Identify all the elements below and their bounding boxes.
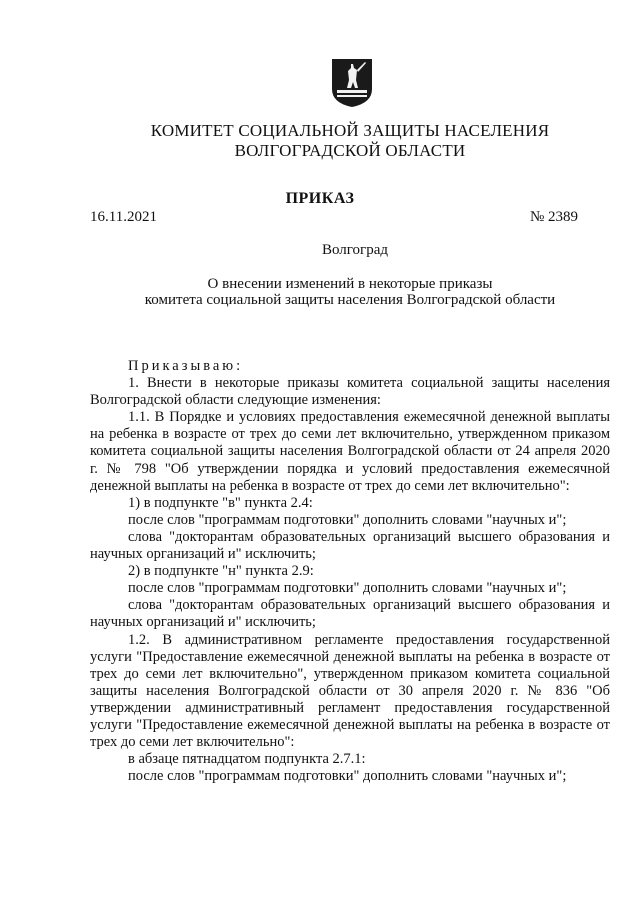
org-name-line1: КОМИТЕТ СОЦИАЛЬНОЙ ЗАЩИТЫ НАСЕЛЕНИЯ <box>150 121 550 140</box>
paragraph-1-1: 1.1. В Порядке и условиях предоставления ежемесячной денежной выплаты на ребенка в возрасте от трех до семи лет включительно, утвержденном приказом комитета социальной защиты населения Волгоградской области от 24 апреля 2020 г. № 798 "Об утверждении порядка и условий предоставления ежемесячной денежной выплаты на ребенка в возрасте от трех до семи лет включительно": <box>90 409 610 494</box>
subitem-2: 2) в подпункте "н" пункта 2.9: <box>128 563 314 580</box>
order-intro: Приказываю: <box>128 358 244 374</box>
document-city: Волгоград <box>321 242 388 258</box>
document-type: ПРИКАЗ <box>285 190 355 207</box>
subitem-1: 1) в подпункте "в" пункта 2.4: <box>128 494 313 511</box>
document-body <box>90 358 610 785</box>
document-number: № 2389 <box>529 209 578 225</box>
document-date: 16.11.2021 <box>90 209 157 225</box>
paragraph-1: 1. Внести в некоторые приказы комитета социальной защиты населения Волгоградской области следующие изменения: <box>90 375 610 409</box>
paragraph-1-2-change: после слов "программам подготовки" дополнить словами "научных и"; <box>128 768 567 785</box>
subitem-2-change-a: после слов "программам подготовки" дополнить словами "научных и"; <box>128 580 567 597</box>
paragraph-1-2: 1.2. В административном регламенте предоставления государственной услуги "Предоставление ежемесячной денежной выплаты на ребенка в возрасте от трех до семи лет включительно", утвержденном приказом комитета социальной защиты населения Волгоградской области от 30 апреля 2020 г. № 836 "Об утверждении административный регламент предоставления государственной услуги "Предоставление ежемесячной денежной выплаты на ребенка в возрасте от трех до семи лет включительно": <box>90 631 610 751</box>
document-subject-line2: комитета социальной защиты населения Волгоградской области <box>144 292 556 308</box>
org-name-line2: ВОЛГОГРАДСКОЙ ОБЛАСТИ <box>234 141 466 160</box>
document-subject-line1: О внесении изменений в некоторые приказы <box>207 276 493 292</box>
paragraph-1-2-item: в абзаце пятнадцатом подпункта 2.7.1: <box>128 751 366 768</box>
subitem-1-change-a: после слов "программам подготовки" дополнить словами "научных и"; <box>128 511 567 528</box>
subitem-2-change-b: слова "докторантам образовательных организаций высшего образования и научных организаций и" исключить; <box>90 597 610 631</box>
volgograd-emblem-icon <box>331 58 373 108</box>
subitem-1-change-b: слова "докторантам образовательных организаций высшего образования и научных организаций и" исключить; <box>90 528 610 563</box>
